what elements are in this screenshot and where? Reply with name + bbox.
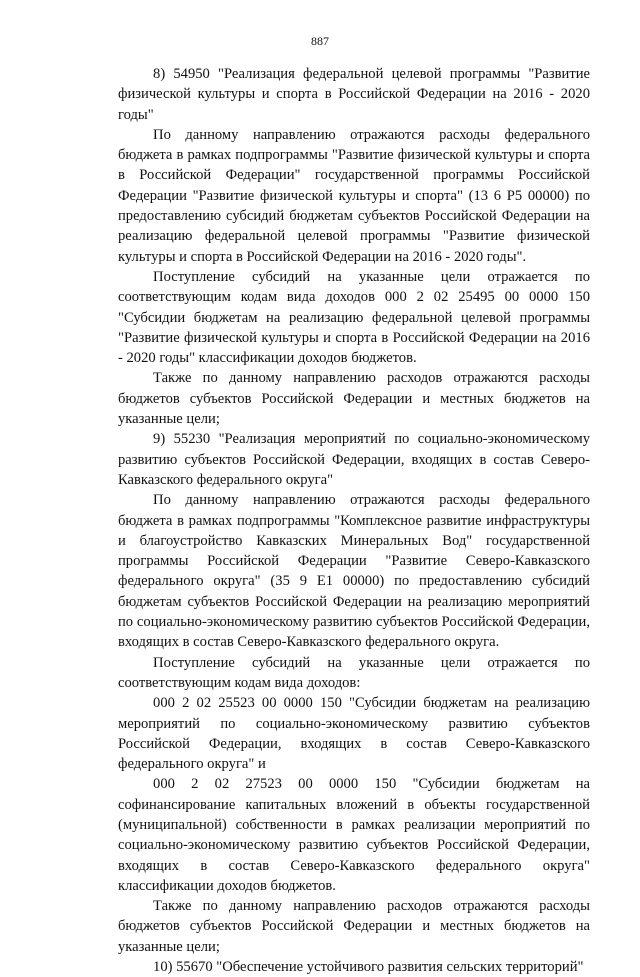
document-body [118,64,590,977]
paragraph-item-9-heading: 9) 55230 "Реализация мероприятий по социально-экономическому развитию субъектов Российской Федерации, входящих в состав Северо-Кавказского федерального округа" [118,431,590,488]
paragraph-item-8-also: Также по данному направлению расходов отражаются расходы бюджетов субъектов Российской Федерации и местных бюджетов на указанные цели; [118,370,590,428]
paragraph-item-9-expenses: По данному направлению отражаются расходы федерального бюджета в рамках подпрограммы "Комплексное развитие инфраструктуры и благоустройство Кавказских Минеральных Вод" государственной программы Российской Федерации "Развитие Северо-Кавказского федерального округа" (35 9 Е1 00000) по предоставлению субсидий бюджетам субъектов Российской Федерации на реализацию мероприятий по социально-экономическому развитию субъектов Российской Федерации, входящих в состав Северо-Кавказского федерального округа. [118,492,590,651]
paragraph-item-8-heading: 8) 54950 "Реализация федеральной целевой программы "Развитие физической культуры и спорта в Российской Федерации на 2016 - 2020 годы" [118,66,590,123]
page-number: 887 [311,34,329,48]
paragraph-item-10-heading: 10) 55670 "Обеспечение устойчивого развития сельских территорий" [153,959,584,976]
paragraph-item-8-revenue: Поступление субсидий на указанные цели отражается по соответствующим кодам вида доходов 000 2 02 25495 00 0000 150 "Субсидии бюджетам на реализацию федеральной целевой программы "Развитие физической культуры и спорта в Российской Федерации на 2016 - 2020 годы" классификации доходов бюджетов. [118,268,590,367]
paragraph-item-9-code-25523: 000 2 02 25523 00 0000 150 "Субсидии бюджетам на реализацию мероприятий по социально-экономическому развитию субъектов Российской Федерации, входящих в состав Северо-Кавказского федерального округа" и [118,695,590,773]
paragraph-item-9-code-27523: 000 2 02 27523 00 0000 150 "Субсидии бюджетам на софинансирование капитальных вложений в объекты государственной (муниципальной) собственности в рамках реализации мероприятий по социально-экономическому развитию субъектов Российской Федерации, входящих в состав Северо-Кавказского федерального округа" классификации доходов бюджетов. [118,776,590,894]
paragraph-item-9-also: Также по данному направлению расходов отражаются расходы бюджетов субъектов Российской Федерации и местных бюджетов на указанные цели; [118,898,590,955]
paragraph-item-9-revenue: Поступление субсидий на указанные цели отражается по соответствующим кодам вида доходов: [118,654,590,691]
paragraph-item-8-expenses: По данному направлению отражаются расходы федерального бюджета в рамках подпрограммы "Развитие физической культуры и спорта в Российской Федерации" государственной программы Российской Федерации "Развитие физической культуры и спорта" (13 6 Р5 00000) по предоставлению субсидий бюджетам субъектов Российской Федерации на реализацию федеральной целевой программы "Развитие физической культуры и спорта в Российской Федерации на 2016 - 2020 годы". [118,126,590,265]
